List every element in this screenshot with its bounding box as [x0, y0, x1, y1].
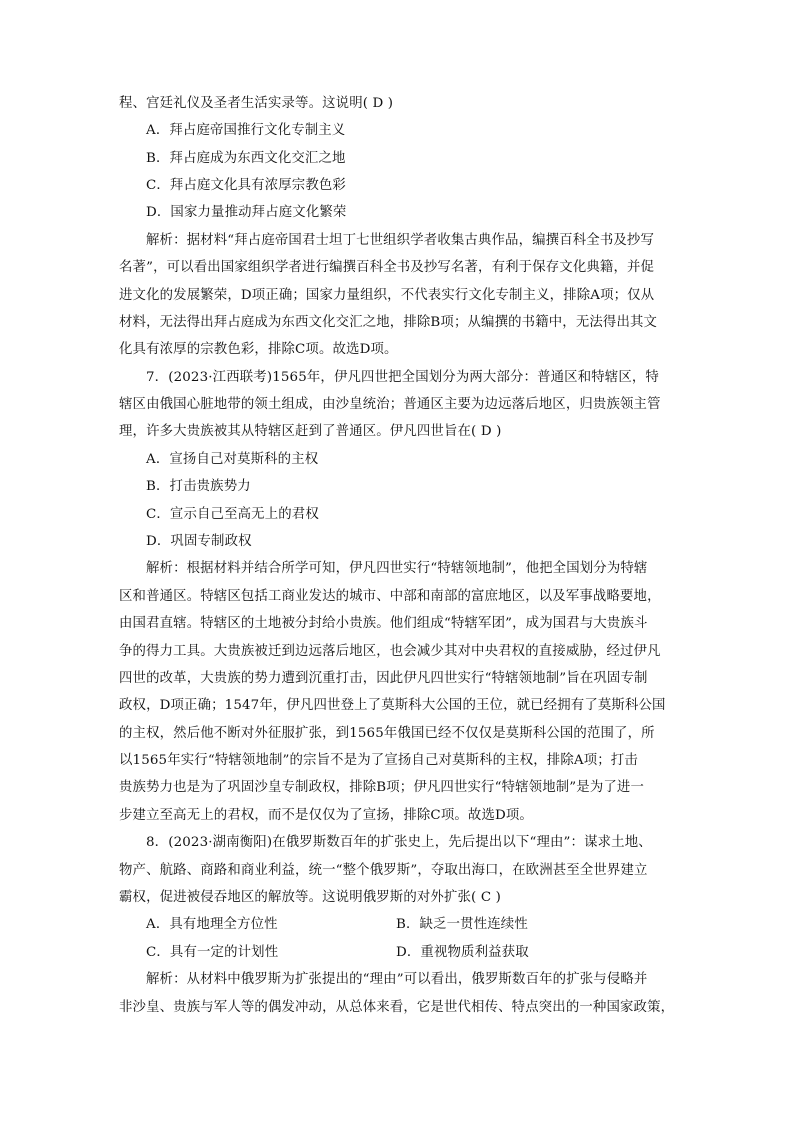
question-7: 7．(2023·江西联考)1565年，伊凡四世把全国划分为两大部分：普通区和特辖区，特 — [146, 370, 659, 385]
text-line: 非沙皇、贵族与军人等的偶发冲动，从总体来看，它是世代相传、特点突出的一种国家政策， — [119, 1000, 675, 1015]
text-line: 化具有浓厚的宗教色彩，排除C项。故选D项。 — [119, 342, 398, 357]
option-c: C．宣示自己至高无上的君权 — [146, 507, 319, 522]
option-a: A．具有地理全方位性 — [146, 917, 278, 932]
option-a: A．宣扬自己对莫斯科的主权 — [146, 452, 319, 467]
option-c: C．具有一定的计划性 — [146, 945, 279, 960]
option-a: A．拜占庭帝国推行文化专制主义 — [146, 123, 346, 138]
option-d: D．巩固专制政权 — [146, 534, 252, 549]
text-line: 的主权，然后他不断对外征服扩张，到1565年俄国已经不仅仅是莫斯科公国的范围了，所 — [119, 726, 655, 741]
option-b: B．打击贵族势力 — [146, 479, 251, 494]
text-line: 辖区由俄国心脏地带的领土组成，由沙皇统治；普通区主要为边远落后地区，归贵族领主管 — [119, 397, 661, 412]
analysis-line: 解析：据材料“拜占庭帝国君士坦丁七世组织学者收集古典作品，编撰百科全书及抄写 — [146, 233, 654, 248]
text-line: 四世的改革，大贵族的势力遭到沉重打击，因此伊凡四世实行“特辖领地制”旨在巩固专制 — [119, 671, 648, 686]
text-line: 政权，D项正确；1547年，伊凡四世登上了莫斯科大公国的王位，就已经拥有了莫斯科公国 — [119, 698, 666, 713]
text-line: 步建立至高无上的君权，而不是仅仅为了宣扬，排除C项。故选D项。 — [119, 808, 533, 823]
text-line: 进文化的发展繁荣，D项正确；国家力量组织，不代表实行文化专制主义，排除A项；仅从 — [119, 288, 655, 303]
option-d: D．国家力量推动拜占庭文化繁荣 — [146, 205, 347, 220]
text-line: 霸权，促进被侵吞地区的解放等。这说明俄罗斯的对外扩张( C ) — [119, 890, 502, 905]
option-d: D．重视物质利益获取 — [396, 945, 529, 960]
question-8: 8．(2023·湖南衡阳)在俄罗斯数百年的扩张史上，先后提出以下“理由”：谋求土地、 — [146, 835, 652, 850]
text-line: 由国君直辖。特辖区的土地被分封给小贵族。他们组成“特辖军团”，成为国君与大贵族斗 — [119, 616, 648, 631]
text-line: 以1565年实行“特辖领地制”的宗旨不是为了宣扬自己对莫斯科的主权，排除A项；打击 — [119, 753, 638, 768]
text-line: 材料，无法得出拜占庭成为东西文化交汇之地，排除B项；从编撰的书籍中，无法得出其文 — [119, 315, 658, 330]
analysis-line: 解析：从材料中俄罗斯为扩张提出的“理由”可以看出，俄罗斯数百年的扩张与侵略并 — [146, 972, 648, 987]
text-line: 贵族势力也是为了巩固沙皇专制政权，排除B项；伊凡四世实行“特辖领地制”是为了进一 — [119, 780, 644, 795]
text-line: 理，许多大贵族被其从特辖区赶到了普通区。伊凡四世旨在( D ) — [119, 424, 502, 439]
option-b: B．缺乏一贯性连续性 — [396, 917, 528, 932]
analysis-line: 解析：根据材料并结合所学可知，伊凡四世实行“特辖领地制”，他把全国划分为特辖 — [146, 561, 648, 576]
text-line: 争的得力工具。大贵族被迁到边远落后地区，也会减少其对中央君权的直接威胁，经过伊凡 — [119, 644, 661, 659]
option-b: B．拜占庭成为东西文化交汇之地 — [146, 151, 346, 166]
text-line: 名著”，可以看出国家组织学者进行编撰百科全书及抄写名著，有利于保存文化典籍，并促 — [119, 260, 655, 275]
text-line: 物产、航路、商路和商业利益，统一“整个俄罗斯”，夺取出海口，在欧洲甚至全世界建立 — [119, 863, 648, 878]
text-line: 程、宫廷礼仪及圣者生活实录等。这说明( D ) — [119, 96, 394, 111]
text-line: 区和普通区。特辖区包括工商业发达的城市、中部和南部的富庶地区，以及军事战略要地， — [119, 589, 661, 604]
option-c: C．拜占庭文化具有浓厚宗教色彩 — [146, 178, 346, 193]
